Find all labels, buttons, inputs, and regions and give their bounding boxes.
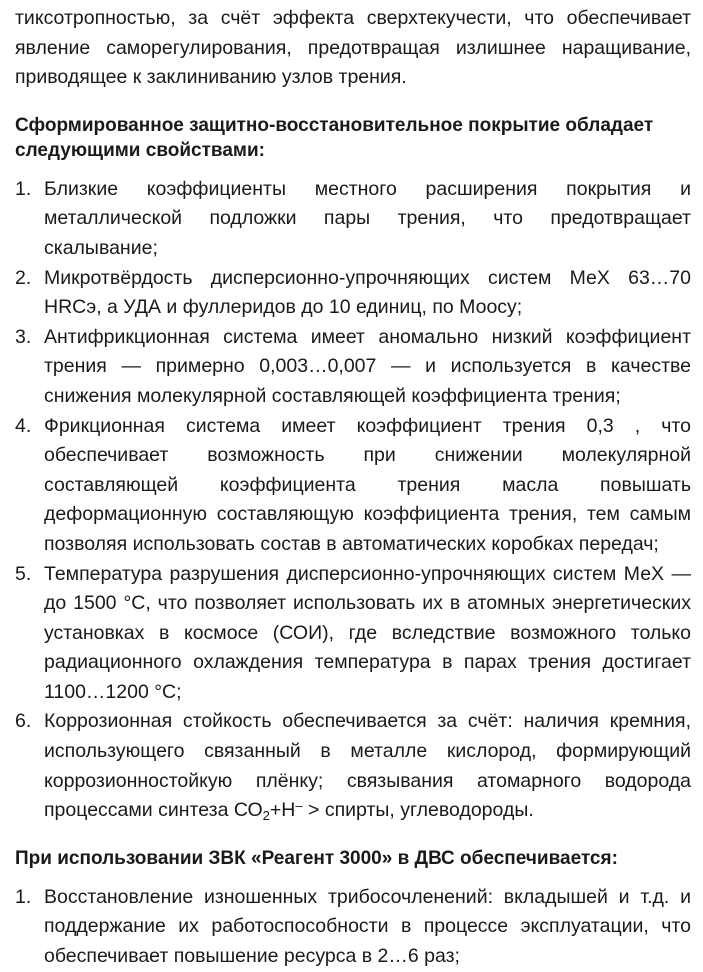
list-item-number: 4.	[15, 414, 32, 437]
intro-paragraph: тиксотропностью, за счёт эффекта сверхтекучести, что обеспечивает явление саморегулирования, предотвращая излишнее наращивание, приводящее к заклиниванию узлов трения.	[15, 7, 691, 89]
list-item	[15, 264, 691, 323]
properties-heading: Сформированное защитно-восстановительное покрытие обладает следующими свойствами:	[15, 114, 654, 161]
list-item-number: 2.	[15, 266, 32, 289]
superscript-minus: –	[295, 798, 303, 814]
list-item-number: 6.	[15, 710, 32, 733]
list-item	[15, 560, 691, 708]
list-item-number: 3.	[15, 325, 32, 348]
list-item-text: Фрикционная система имеет коэффициент трения 0,3 , что обеспечивает возможность при снижении молекулярной составляющей коэффициента трения масла повышать деформационную составляющую коэффициента трения, тем самым позволяя использовать состав в автоматических коробках передач;	[44, 414, 691, 555]
list-item-text: Близкие коэффициенты местного расширения покрытия и металлической подложки пары трения, что предотвращает скалывание;	[44, 177, 691, 259]
benefits-list	[15, 883, 691, 972]
list-item-text: Восстановление изношенных трибосочленений: вкладышей и т.д. и поддержание их работоспособности в процессе эксплуатации, что обеспечивает повышение ресурса в 2…6 раз;	[44, 885, 691, 968]
list-item	[15, 707, 691, 825]
list-item	[15, 175, 691, 264]
list-item-number: 1.	[15, 885, 32, 908]
list-item-text: Антифрикционная система имеет аномально низкий коэффициент трения — примерно 0,003…0,007 — и используется в качестве снижения молекулярной составляющей коэффициента трения;	[44, 325, 691, 407]
list-item	[15, 883, 691, 972]
benefits-heading: При использовании ЗВК «Реагент 3000» в ДВС обеспечивается:	[15, 847, 618, 869]
list-item-text: Микротвёрдость дисперсионно-упрочняющих систем МеХ 63…70 HRCэ, а УДА и фуллеридов до 10 единиц, по Моосу;	[44, 266, 691, 319]
list-item-number: 1.	[15, 177, 32, 200]
list-item-text: Коррозионная стойкость обеспечивается за счёт: наличия кремния, использующего связанный в металле кислород, формирующий коррозионностойкую плёнку; связывания атомарного водорода процессами синтеза СО	[44, 710, 691, 822]
list-item	[15, 323, 691, 412]
list-item-number: 5.	[15, 562, 32, 585]
formula-plus-h: +Н	[269, 799, 296, 822]
properties-list	[15, 175, 691, 826]
list-item	[15, 412, 691, 560]
document-page	[15, 4, 691, 972]
subscript-2: 2	[262, 808, 270, 824]
list-item-text-end: > спирты, углеводороды.	[302, 799, 534, 822]
list-item-text: Температура разрушения дисперсионно-упрочняющих систем МеХ — до 1500 °С, что позволяет использовать их в атомных энергетических установках в космосе (СОИ), где вследствие возможного только радиационного охлаждения температура в парах трения достигает 1100…1200 °С;	[44, 562, 691, 703]
